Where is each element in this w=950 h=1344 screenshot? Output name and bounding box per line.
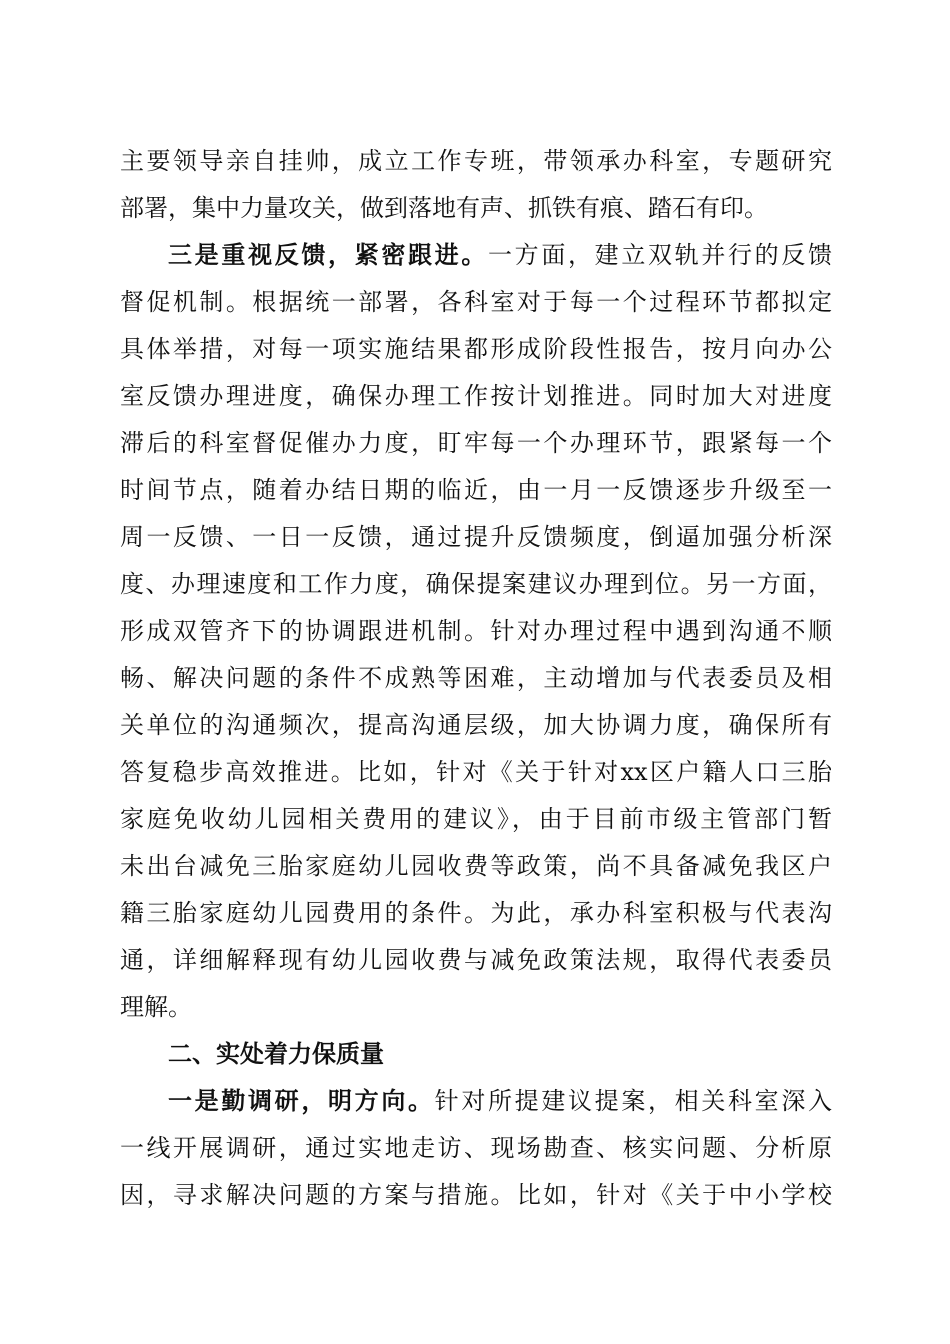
body-text-line: 主要领导亲自挂帅，成立工作专班，带领承办科室，专题研究 xyxy=(120,147,832,175)
paragraph-lead-phrase: 一是勤调研，明方向。 xyxy=(168,1087,435,1115)
body-text-line: 家庭免收幼儿园相关费用的建议》，由于目前市级主管部门暂 xyxy=(120,805,832,833)
paragraph-first-line xyxy=(168,1086,832,1116)
body-text-line: 具体举措，对每一项实施结果都形成阶段性报告，按月向办公 xyxy=(120,335,832,363)
paragraph-first-line xyxy=(168,240,832,270)
body-text-line: 畅、解决问题的条件不成熟等困难，主动增加与代表委员及相 xyxy=(120,664,832,692)
body-text-line: 通，详细解释现有幼儿园收费与减免政策法规，取得代表委员 xyxy=(120,946,832,974)
body-text-line: 因，寻求解决问题的方案与措施。比如，针对《关于中小学校 xyxy=(120,1181,832,1209)
body-text-line: 理解。 xyxy=(120,993,192,1021)
body-text-line: 答复稳步高效推进。比如，针对《关于针对xx区户籍人口三胎 xyxy=(120,758,832,786)
body-text-line: 督促机制。根据统一部署，各科室对于每一个过程环节都拟定 xyxy=(120,288,832,316)
body-text-line: 时间节点，随着办结日期的临近，由一月一反馈逐步升级至一 xyxy=(120,476,832,504)
paragraph-first-line-rest: 针对所提建议提案，相关科室深入 xyxy=(434,1087,833,1115)
paragraph-lead-phrase: 三是重视反馈，紧密跟进。 xyxy=(168,241,488,269)
body-text-line: 籍三胎家庭幼儿园费用的条件。为此，承办科室积极与代表沟 xyxy=(120,899,832,927)
body-text-line: 未出台减免三胎家庭幼儿园收费等政策，尚不具备减免我区户 xyxy=(120,852,832,880)
body-text-line: 一线开展调研，通过实地走访、现场勘查、核实问题、分析原 xyxy=(120,1134,832,1162)
body-text-line: 度、办理速度和工作力度，确保提案建议办理到位。另一方面， xyxy=(120,570,832,598)
section-heading: 二、实处着力保质量 xyxy=(168,1040,384,1068)
body-text-line: 室反馈办理进度，确保办理工作按计划推进。同时加大对进度 xyxy=(120,382,832,410)
body-text-line: 关单位的沟通频次，提高沟通层级，加大协调力度，确保所有 xyxy=(120,711,832,739)
body-text-line: 部署，集中力量攻关，做到落地有声、抓铁有痕、踏石有印。 xyxy=(120,194,768,222)
body-text-line: 滞后的科室督促催办力度，盯牢每一个办理环节，跟紧每一个 xyxy=(120,429,832,457)
body-text-line: 周一反馈、一日一反馈，通过提升反馈频度，倒逼加强分析深 xyxy=(120,523,832,551)
body-text-line: 形成双管齐下的协调跟进机制。针对办理过程中遇到沟通不顺 xyxy=(120,617,832,645)
paragraph-first-line-rest: 一方面，建立双轨并行的反馈 xyxy=(488,241,832,269)
